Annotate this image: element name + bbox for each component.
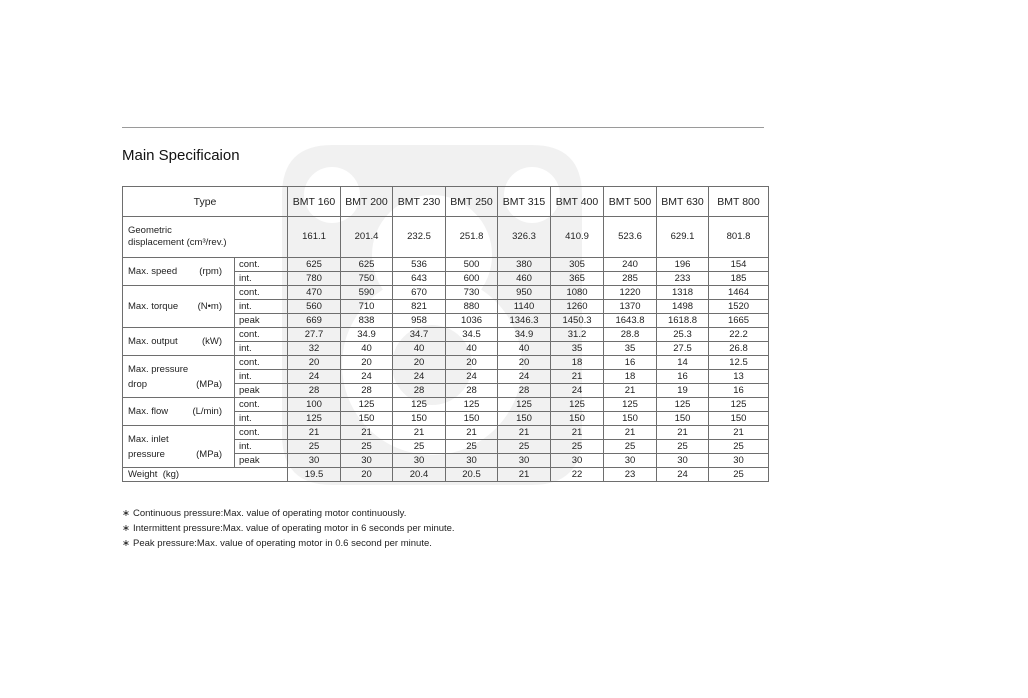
value-cell: 13	[709, 370, 769, 384]
value-cell: 25	[341, 440, 393, 454]
value-cell: 25.3	[657, 328, 709, 342]
value-cell: 23	[604, 468, 657, 482]
value-cell: 30	[393, 454, 446, 468]
top-rule	[122, 127, 764, 128]
value-cell: 251.8	[446, 217, 498, 258]
group-label-line2	[128, 377, 234, 392]
value-cell: 233	[657, 272, 709, 286]
value-cell: 285	[604, 272, 657, 286]
value-cell: 240	[604, 258, 657, 272]
value-cell: 21	[604, 426, 657, 440]
model-header-cell: BMT 500	[604, 187, 657, 217]
value-cell: 125	[657, 398, 709, 412]
value-cell: 40	[498, 342, 551, 356]
value-cell: 201.4	[341, 217, 393, 258]
value-cell: 150	[604, 412, 657, 426]
model-header-cell: BMT 160	[288, 187, 341, 217]
weight-unit: (kg)	[162, 468, 180, 480]
value-cell: 523.6	[604, 217, 657, 258]
value-cell: 24	[341, 370, 393, 384]
spec-row	[123, 286, 769, 300]
value-cell: 21	[604, 384, 657, 398]
group-label-text: Max. speed	[128, 265, 178, 277]
spec-table	[122, 186, 769, 482]
value-cell: 1260	[551, 300, 604, 314]
value-cell: 30	[498, 454, 551, 468]
spec-row	[123, 258, 769, 272]
value-cell: 536	[393, 258, 446, 272]
group-label-cell	[123, 356, 235, 398]
value-cell: 1140	[498, 300, 551, 314]
footnote-text: Peak pressure:Max. value of operating motor in 0.6 second per minute.	[133, 538, 432, 549]
group-label-text: Max. flow	[128, 405, 169, 417]
value-cell: 125	[709, 398, 769, 412]
value-cell: 21	[551, 370, 604, 384]
value-cell: 25	[551, 440, 604, 454]
value-cell: 500	[446, 258, 498, 272]
value-cell: 30	[288, 454, 341, 468]
weight-row	[123, 468, 769, 482]
value-cell: 470	[288, 286, 341, 300]
value-cell: 625	[341, 258, 393, 272]
model-header-cell: BMT 230	[393, 187, 446, 217]
value-cell: 25	[709, 440, 769, 454]
value-cell: 35	[604, 342, 657, 356]
value-cell: 821	[393, 300, 446, 314]
footnote-item	[122, 536, 455, 551]
group-unit: (rpm)	[199, 265, 222, 277]
model-header-cell: BMT 250	[446, 187, 498, 217]
condition-cell: int.	[235, 440, 288, 454]
value-cell: 125	[604, 398, 657, 412]
value-cell: 27.7	[288, 328, 341, 342]
footnote-text: Continuous pressure:Max. value of operating motor continuously.	[133, 508, 407, 519]
condition-cell: peak	[235, 314, 288, 328]
condition-cell: cont.	[235, 426, 288, 440]
group-unit: (MPa)	[196, 448, 222, 460]
value-cell: 625	[288, 258, 341, 272]
page-title: Main Specificaion	[122, 147, 240, 164]
value-cell: 30	[446, 454, 498, 468]
value-cell: 32	[288, 342, 341, 356]
spec-row	[123, 328, 769, 342]
geometric-label-cell	[123, 217, 288, 258]
group-label-line	[128, 266, 234, 278]
value-cell: 16	[709, 384, 769, 398]
value-cell: 710	[341, 300, 393, 314]
value-cell: 19.5	[288, 468, 341, 482]
value-cell: 100	[288, 398, 341, 412]
value-cell: 560	[288, 300, 341, 314]
value-cell: 35	[551, 342, 604, 356]
value-cell: 1370	[604, 300, 657, 314]
value-cell: 30	[341, 454, 393, 468]
value-cell: 34.7	[393, 328, 446, 342]
value-cell: 28	[288, 384, 341, 398]
value-cell: 125	[393, 398, 446, 412]
value-cell: 22.2	[709, 328, 769, 342]
geometric-row	[123, 217, 769, 258]
value-cell: 20	[288, 356, 341, 370]
value-cell: 150	[657, 412, 709, 426]
header-row	[123, 187, 769, 217]
value-cell: 20.5	[446, 468, 498, 482]
group-label-cell	[123, 328, 235, 356]
footnote-item	[122, 506, 455, 521]
value-cell: 1464	[709, 286, 769, 300]
value-cell: 27.5	[657, 342, 709, 356]
condition-cell: int.	[235, 300, 288, 314]
spec-row	[123, 426, 769, 440]
group-label-cell	[123, 426, 235, 468]
condition-cell: cont.	[235, 258, 288, 272]
value-cell: 670	[393, 286, 446, 300]
group-label-text: Max. torque	[128, 300, 179, 312]
value-cell: 12.5	[709, 356, 769, 370]
value-cell: 24	[657, 468, 709, 482]
value-cell: 30	[709, 454, 769, 468]
group-label-text: Max. output	[128, 335, 178, 347]
model-header-cell: BMT 315	[498, 187, 551, 217]
value-cell: 1220	[604, 286, 657, 300]
spec-row	[123, 398, 769, 412]
value-cell: 34.9	[341, 328, 393, 342]
value-cell: 1450.3	[551, 314, 604, 328]
condition-cell: peak	[235, 384, 288, 398]
value-cell: 21	[288, 426, 341, 440]
weight-label-cell	[123, 468, 288, 482]
value-cell: 24	[551, 384, 604, 398]
model-header-cell: BMT 630	[657, 187, 709, 217]
value-cell: 31.2	[551, 328, 604, 342]
value-cell: 1520	[709, 300, 769, 314]
value-cell: 125	[341, 398, 393, 412]
group-label-line2	[128, 447, 234, 462]
condition-cell: int.	[235, 272, 288, 286]
geometric-label-line1: Geometric	[128, 225, 172, 236]
value-cell: 150	[498, 412, 551, 426]
value-cell: 780	[288, 272, 341, 286]
value-cell: 838	[341, 314, 393, 328]
condition-cell: cont.	[235, 356, 288, 370]
value-cell: 600	[446, 272, 498, 286]
condition-cell: peak	[235, 454, 288, 468]
value-cell: 150	[709, 412, 769, 426]
value-cell: 28	[341, 384, 393, 398]
group-label-line	[128, 301, 234, 313]
value-cell: 125	[551, 398, 604, 412]
value-cell: 150	[341, 412, 393, 426]
group-label-cont: drop	[128, 378, 148, 390]
value-cell: 40	[393, 342, 446, 356]
value-cell: 150	[446, 412, 498, 426]
value-cell: 643	[393, 272, 446, 286]
value-cell: 18	[551, 356, 604, 370]
condition-cell: int.	[235, 412, 288, 426]
value-cell: 125	[446, 398, 498, 412]
footnote-item	[122, 521, 455, 536]
value-cell: 34.5	[446, 328, 498, 342]
value-cell: 34.9	[498, 328, 551, 342]
model-header-cell: BMT 800	[709, 187, 769, 217]
value-cell: 196	[657, 258, 709, 272]
value-cell: 1643.8	[604, 314, 657, 328]
spec-table-body	[123, 187, 769, 482]
value-cell: 19	[657, 384, 709, 398]
value-cell: 20	[341, 356, 393, 370]
value-cell: 21	[341, 426, 393, 440]
value-cell: 16	[657, 370, 709, 384]
group-label-cont: pressure	[128, 448, 165, 460]
group-unit: (N•m)	[197, 300, 222, 312]
footnote-text: Intermittent pressure:Max. value of operating motor in 6 seconds per minute.	[133, 523, 455, 534]
value-cell: 18	[604, 370, 657, 384]
asterisk-icon: ∗	[122, 538, 130, 549]
value-cell: 1618.8	[657, 314, 709, 328]
group-label-line1: Max. pressure	[128, 363, 189, 375]
value-cell: 24	[446, 370, 498, 384]
value-cell: 28	[446, 384, 498, 398]
value-cell: 25	[709, 468, 769, 482]
value-cell: 24	[498, 370, 551, 384]
value-cell: 326.3	[498, 217, 551, 258]
group-unit: (MPa)	[196, 378, 222, 390]
value-cell: 460	[498, 272, 551, 286]
value-cell: 125	[498, 398, 551, 412]
value-cell: 730	[446, 286, 498, 300]
value-cell: 1036	[446, 314, 498, 328]
condition-cell: int.	[235, 370, 288, 384]
value-cell: 16	[604, 356, 657, 370]
value-cell: 20	[341, 468, 393, 482]
value-cell: 305	[551, 258, 604, 272]
value-cell: 150	[551, 412, 604, 426]
value-cell: 125	[288, 412, 341, 426]
value-cell: 20	[498, 356, 551, 370]
value-cell: 1346.3	[498, 314, 551, 328]
footnotes	[122, 506, 455, 551]
value-cell: 21	[709, 426, 769, 440]
group-label-cell	[123, 286, 235, 328]
spec-row	[123, 356, 769, 370]
value-cell: 30	[604, 454, 657, 468]
value-cell: 410.9	[551, 217, 604, 258]
asterisk-icon: ∗	[122, 523, 130, 534]
model-header-cell: BMT 200	[341, 187, 393, 217]
value-cell: 232.5	[393, 217, 446, 258]
value-cell: 21	[393, 426, 446, 440]
model-header-cell: BMT 400	[551, 187, 604, 217]
value-cell: 30	[551, 454, 604, 468]
group-label-cell	[123, 398, 235, 426]
condition-cell: cont.	[235, 286, 288, 300]
value-cell: 750	[341, 272, 393, 286]
value-cell: 21	[498, 468, 551, 482]
value-cell: 40	[446, 342, 498, 356]
value-cell: 185	[709, 272, 769, 286]
value-cell: 21	[446, 426, 498, 440]
value-cell: 20	[393, 356, 446, 370]
value-cell: 21	[551, 426, 604, 440]
value-cell: 25	[446, 440, 498, 454]
value-cell: 20	[446, 356, 498, 370]
value-cell: 958	[393, 314, 446, 328]
value-cell: 154	[709, 258, 769, 272]
value-cell: 28	[393, 384, 446, 398]
group-unit: (kW)	[201, 335, 222, 347]
value-cell: 590	[341, 286, 393, 300]
value-cell: 21	[498, 426, 551, 440]
value-cell: 25	[657, 440, 709, 454]
value-cell: 1665	[709, 314, 769, 328]
value-cell: 1498	[657, 300, 709, 314]
condition-cell: cont.	[235, 328, 288, 342]
value-cell: 20.4	[393, 468, 446, 482]
value-cell: 380	[498, 258, 551, 272]
value-cell: 669	[288, 314, 341, 328]
value-cell: 24	[393, 370, 446, 384]
value-cell: 25	[604, 440, 657, 454]
value-cell: 365	[551, 272, 604, 286]
value-cell: 30	[657, 454, 709, 468]
value-cell: 24	[288, 370, 341, 384]
group-label-line	[128, 336, 234, 348]
value-cell: 14	[657, 356, 709, 370]
value-cell: 1080	[551, 286, 604, 300]
condition-cell: cont.	[235, 398, 288, 412]
asterisk-icon: ∗	[122, 508, 130, 519]
type-header-cell: Type	[123, 187, 288, 217]
group-label-line	[128, 406, 234, 418]
value-cell: 21	[657, 426, 709, 440]
group-label-cell	[123, 258, 235, 286]
value-cell: 25	[393, 440, 446, 454]
value-cell: 28.8	[604, 328, 657, 342]
geometric-label-line2: displacement (cm³/rev.)	[128, 237, 227, 248]
value-cell: 161.1	[288, 217, 341, 258]
value-cell: 880	[446, 300, 498, 314]
value-cell: 26.8	[709, 342, 769, 356]
weight-label: Weight	[128, 468, 158, 480]
value-cell: 25	[288, 440, 341, 454]
group-label-line1: Max. inlet	[128, 433, 169, 445]
value-cell: 801.8	[709, 217, 769, 258]
value-cell: 150	[393, 412, 446, 426]
value-cell: 950	[498, 286, 551, 300]
value-cell: 22	[551, 468, 604, 482]
value-cell: 40	[341, 342, 393, 356]
value-cell: 28	[498, 384, 551, 398]
value-cell: 25	[498, 440, 551, 454]
group-unit: (L/min)	[192, 405, 222, 417]
value-cell: 1318	[657, 286, 709, 300]
condition-cell: int.	[235, 342, 288, 356]
value-cell: 629.1	[657, 217, 709, 258]
